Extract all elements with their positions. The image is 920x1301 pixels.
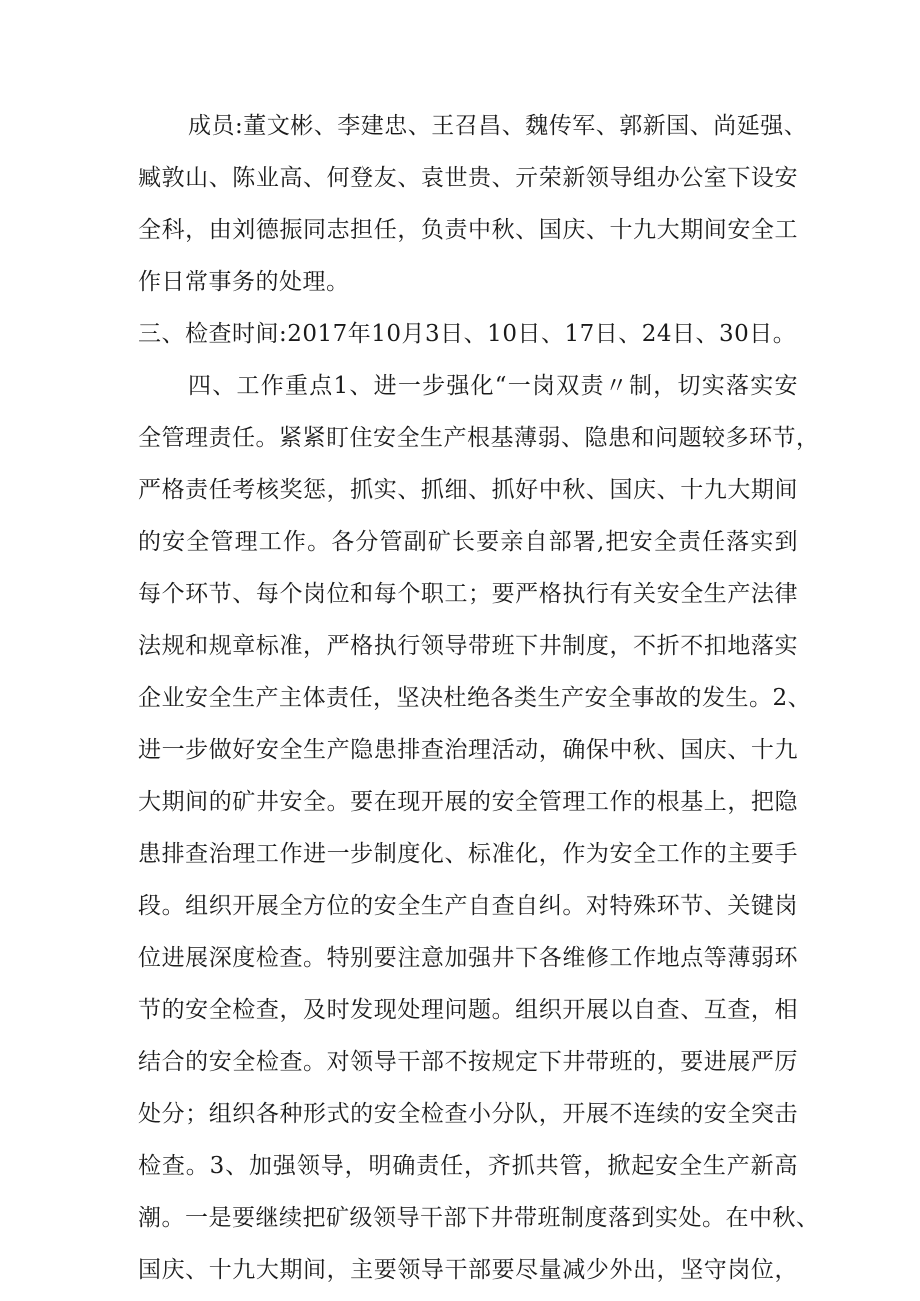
text-line: 企业安全生产主体责任，坚决杜绝各类生产安全事故的发生。2、 <box>138 685 812 711</box>
text-line: 臧敦山、陈业高、何登友、袁世贵、亓荣新领导组办公室下设安 <box>138 165 798 191</box>
paragraph-inspection-time <box>138 308 798 360</box>
text-line: 处分；组织各种形式的安全检查小分队，开展不连续的安全突击 <box>138 1101 798 1127</box>
text-line: 节的安全检查，及时发现处理问题。组织开展以自查、互查，相 <box>138 997 798 1023</box>
text-line: 段。组织开展全方位的安全生产自查自纠。对特殊环节、关键岗 <box>138 893 798 919</box>
text-line: 国庆、十九大期间，主要领导干部要尽量减少外出，坚守岗位， <box>138 1257 798 1283</box>
text-line: 的安全管理工作。各分管副矿长要亲自部署,把安全责任落实到 <box>138 529 798 555</box>
document-body <box>138 100 820 1296</box>
text-line: 潮。一是要继续把矿级领导干部下井带班制度落到实处。在中秋、 <box>138 1205 820 1231</box>
text-line: 法规和规章标准，严格执行领导带班下井制度，不折不扣地落实 <box>138 633 798 659</box>
paragraph-work-focus <box>138 360 820 1296</box>
text-line: 严格责任考核奖惩，抓实、抓细、抓好中秋、国庆、十九大期间 <box>138 477 798 503</box>
text-line: 进一步做好安全生产隐患排查治理活动，确保中秋、国庆、十九 <box>138 737 798 763</box>
text-line: 患排查治理工作进一步制度化、标准化，作为安全工作的主要手 <box>138 841 798 867</box>
text-line: 三、检查时间:2017年10月3日、10日、17日、24日、30日。 <box>138 321 797 347</box>
text-line: 位进展深度检查。特别要注意加强井下各维修工作地点等薄弱环 <box>138 945 798 971</box>
text-line: 每个环节、每个岗位和每个职工；要严格执行有关安全生产法律 <box>138 581 798 607</box>
text-line: 全科，由刘德振同志担任，负责中秋、国庆、十九大期间安全工 <box>138 217 798 243</box>
paragraph-members <box>138 100 808 308</box>
text-line: 结合的安全检查。对领导干部不按规定下井带班的，要进展严厉 <box>138 1049 798 1075</box>
text-line: 四、工作重点1、进一步强化“一岗双责〃制，切实落实安 <box>188 373 798 399</box>
text-line: 检查。3、加强领导，明确责任，齐抓共管，掀起安全生产新高 <box>138 1153 798 1179</box>
text-line: 大期间的矿井安全。要在现开展的安全管理工作的根基上，把隐 <box>138 789 798 815</box>
text-line: 成员:董文彬、李建忠、王召昌、魏传军、郭新国、尚延强、 <box>188 113 808 139</box>
text-line: 作日常事务的处理。 <box>138 269 350 295</box>
text-line: 全管理责任。紧紧盯住安全生产根基薄弱、隐患和问题较多环节， <box>138 425 820 451</box>
